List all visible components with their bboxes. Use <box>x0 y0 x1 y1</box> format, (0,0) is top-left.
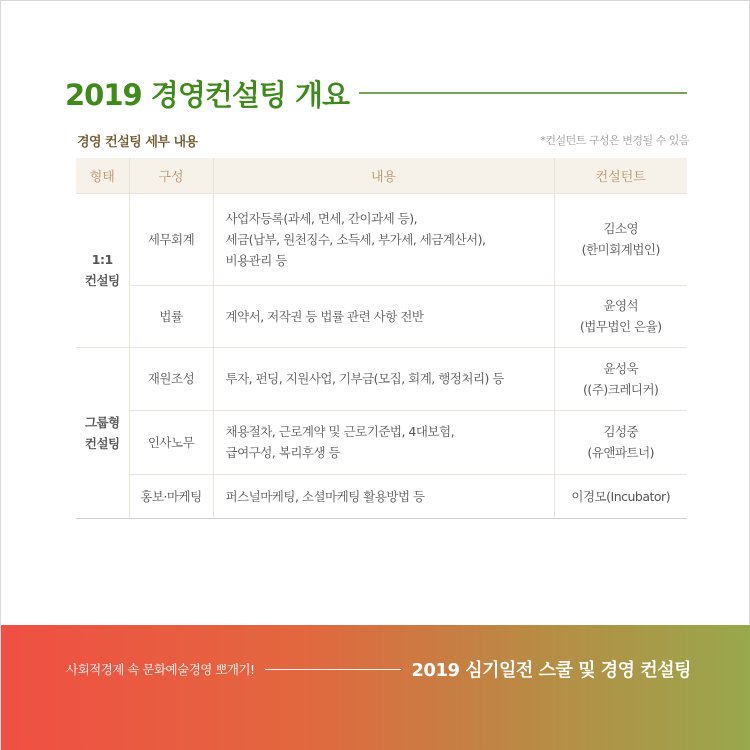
header-consultant: 컨설턴트 <box>554 158 687 193</box>
component-cell: 세무회계 <box>129 193 213 285</box>
consultant-note: *컨설턴트 구성은 변경될 수 있음 <box>540 134 689 147</box>
type-label-line1: 그룹형 <box>84 414 120 430</box>
consultant-name: 김성중 <box>603 424 639 439</box>
component-cell: 재원조성 <box>129 347 213 410</box>
component-cell: 법률 <box>129 285 213 347</box>
content-line: 채용절차, 근로계약 및 근로기준법, 4대보험, <box>225 424 455 439</box>
content-cell <box>213 193 554 285</box>
table-row <box>76 347 687 410</box>
table-row <box>76 285 687 347</box>
type-label-line2: 컨설팅 <box>84 435 120 451</box>
consultant-name: 이경모(Incubator) <box>571 488 671 504</box>
page-title: 2019 경영컨설팅 개요 <box>65 77 350 112</box>
footer-banner <box>1 625 750 750</box>
table-row <box>76 410 687 474</box>
consultant-org: ((주)크레디커) <box>583 381 659 397</box>
section-header <box>77 129 689 151</box>
consulting-table <box>76 158 687 519</box>
content-line: 계약서, 저작권 등 법률 관련 사항 전반 <box>225 308 424 324</box>
content-line: 퍼스널마케팅, 소셜마케팅 활용방법 등 <box>225 488 425 504</box>
content-cell <box>213 285 554 347</box>
table-row <box>76 474 687 518</box>
content-cell <box>213 410 554 474</box>
section-title: 경영 컨설팅 세부 내용 <box>77 134 198 150</box>
consultant-cell <box>554 474 687 518</box>
header-type: 형태 <box>76 158 129 193</box>
component-cell: 인사노무 <box>129 410 213 474</box>
consultant-name: 김소영 <box>603 221 639 236</box>
content-line: 비용관리 등 <box>225 252 287 268</box>
footer-title: 2019 심기일전 스쿨 및 경영 컨설팅 <box>411 660 691 681</box>
type-cell-1on1 <box>76 193 129 347</box>
type-cell-group <box>76 347 129 518</box>
consultant-cell <box>554 285 687 347</box>
footer-content <box>66 657 691 681</box>
content-line: 세금(납부, 원천징수, 소득세, 부가세, 세금계산서), <box>225 231 486 247</box>
consultant-org: (유앤파트너) <box>587 445 655 460</box>
title-row <box>65 73 687 113</box>
content-cell <box>213 474 554 518</box>
consultant-org: (한미회계법인) <box>581 242 660 257</box>
consultant-org: (법무법인 은율) <box>579 319 662 334</box>
consultant-cell <box>554 410 687 474</box>
content-line: 투자, 펀딩, 지원사업, 기부금(모집, 회계, 행정처리) 등 <box>225 371 504 386</box>
content-cell <box>213 347 554 410</box>
component-cell: 홍보·마케팅 <box>129 474 213 518</box>
type-label-line2: 컨설팅 <box>84 273 120 288</box>
header-content: 내용 <box>213 158 554 193</box>
footer-slogan: 사회적경제 속 문화예술경영 뽀개기! <box>66 662 255 677</box>
type-label-line1: 1:1 <box>91 252 113 267</box>
table-header-row <box>76 158 687 193</box>
consultant-cell <box>554 193 687 285</box>
header-component: 구성 <box>129 158 213 193</box>
footer-divider <box>265 669 402 670</box>
consultant-name: 윤성욱 <box>603 360 639 376</box>
consultant-cell <box>554 347 687 410</box>
content-line: 사업자등록(과세, 면세, 간이과세 등), <box>225 210 418 226</box>
table-row <box>76 193 687 285</box>
consultant-name: 윤영석 <box>603 298 639 313</box>
content-line: 급여구성, 복리후생 등 <box>225 445 341 460</box>
title-divider <box>359 92 687 94</box>
